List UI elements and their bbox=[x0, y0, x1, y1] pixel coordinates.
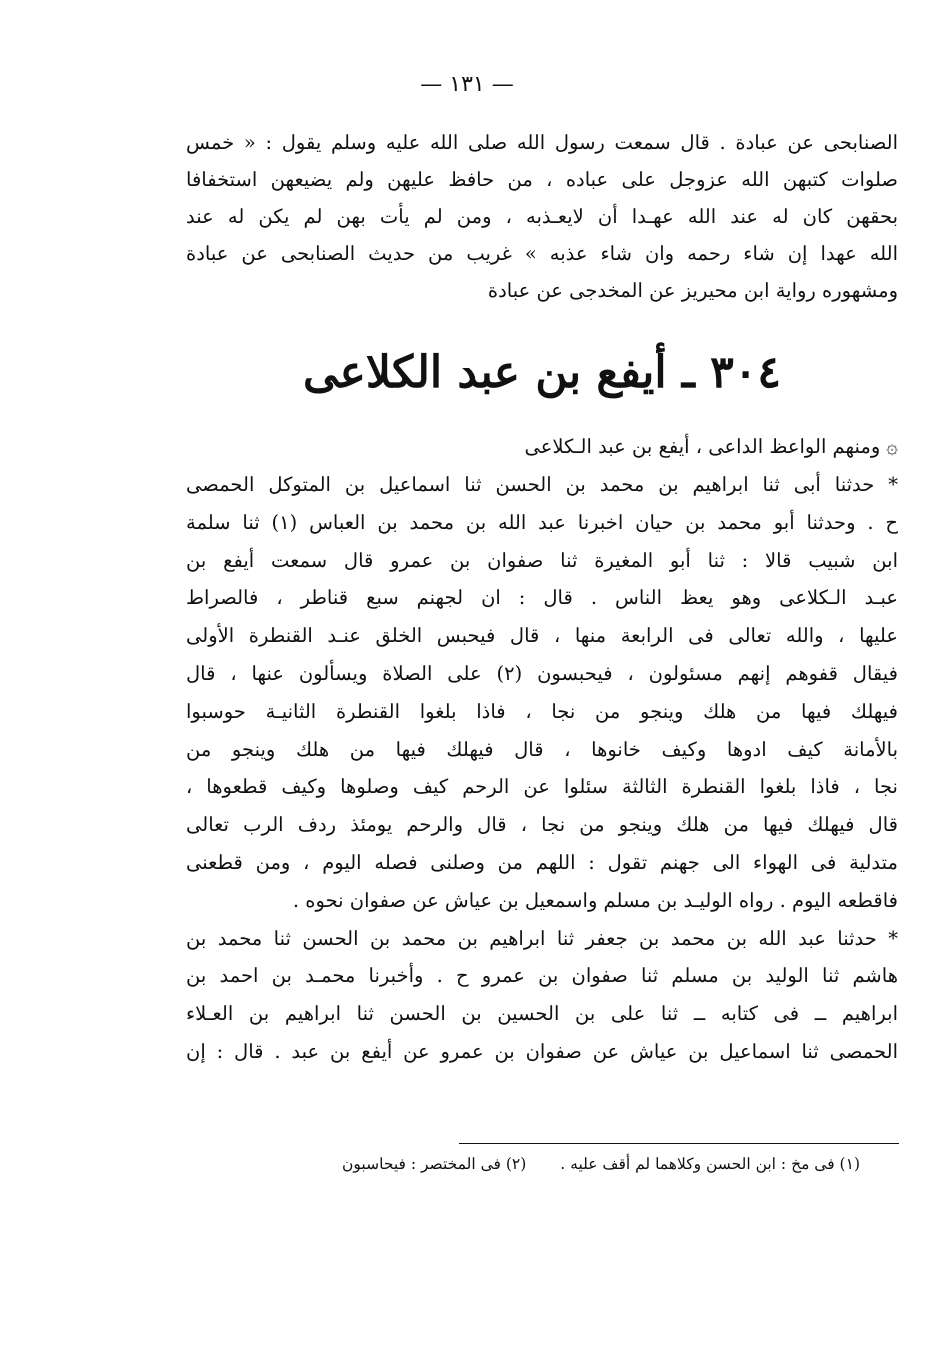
text-line: بالأمانة كيف ادوها وكيف خانوها ، قال فيهلك فيها من هلك وينجو من bbox=[186, 737, 898, 761]
text-line: ابن شبيب قالا : ثنا أبو المغيرة ثنا صفوان بن عمرو قال سمعت أيفع بن bbox=[186, 548, 898, 572]
footnote-divider bbox=[459, 1143, 899, 1144]
text-line: نجا ، فاذا بلغوا القنطرة الثالثة سئلوا عن الرحم كيف وصلوها وكيف قطعوها ، bbox=[186, 775, 898, 799]
text-line: عبـد الـكلاعى وهو يعظ الناس . قال : ان لجهنم سبع قناطر ، فالصراط bbox=[186, 586, 898, 610]
text-line: هاشم ثنا الوليد بن مسلم ثنا صفوان بن عمرو ح . وأخبرنا محمـد بن احمد بن bbox=[186, 964, 898, 988]
text-line: فيقال قفوهم إنهم مسئولون ، فيحبسون (٢) على الصلاة ويسألون عنها ، قال bbox=[186, 661, 898, 685]
ornament-icon: ۞ bbox=[886, 434, 898, 458]
text-line: * حدثنا أبى ثنا ابراهيم بن محمد بن الحسن ثنا اسماعيل بن المتوكل الحمصى bbox=[186, 473, 898, 496]
footnote-1: (١) فى مخ : ابن الحسن وكلاهما لم أقف عليه . bbox=[560, 1155, 860, 1173]
text-line: ابراهيم ــ فى كتابه ــ ثنا على بن الحسين بن الحسن ثنا ابراهيم بن العـلاء bbox=[186, 1002, 898, 1026]
body-paragraph bbox=[186, 466, 898, 1071]
page-number: — ١٣١ — bbox=[420, 72, 514, 97]
text-line: ومشهوره رواية ابن محيريز عن المخدجى عن عبادة bbox=[487, 279, 898, 302]
text-line: عليها ، والله تعالى فى الرابعة منها ، قال فيحبس الخلق عنـد القنطرة الأولى bbox=[186, 624, 898, 648]
text-line: قال فيهلك فيها من هلك وينجو من نجا ، قال والرحم يومئذ ردف الرب تعالى bbox=[186, 813, 898, 837]
text-line: فاقطعه اليوم . رواه الوليـد بن مسلم واسمعيل بن عياش عن صفوان نحوه . bbox=[292, 888, 898, 912]
opening-line bbox=[186, 428, 898, 465]
text-line: الله عهدا إن شاء رحمه وان شاء عذبه » غريب من حديث الصنابحى عن عبادة bbox=[186, 242, 898, 265]
text-line: بحقهن كان له عند الله عهـدا أن لايعـذبه ، ومن لم يأت بهن لم يكن له عند bbox=[186, 205, 898, 228]
text-line: ح . وحدثنا أبو محمد بن حيان اخبرنا عبد الله بن محمد بن العباس (١) ثنا سلمة bbox=[186, 510, 898, 534]
footnotes bbox=[240, 1150, 860, 1178]
opening-text: ومنهم الواعظ الداعى ، أيفع بن عبد الـكلاعى bbox=[524, 435, 881, 458]
text-line: الحمصى ثنا اسماعيل بن عياش عن صفوان بن عمرو عن أيفع بن عبد . قال : إن bbox=[186, 1039, 898, 1063]
intro-paragraph bbox=[186, 124, 898, 309]
footnote-2: (٢) فى المختصر : فيحاسبون bbox=[342, 1155, 527, 1173]
text-line: صلوات كتبهن الله عزوجل على عباده ، من حافظ عليهن ولم يضيعهن استخفافا bbox=[186, 168, 898, 191]
text-line: * حدثنا عبد الله بن محمد بن جعفر ثنا ابراهيم بن محمد بن الحسن ثنا محمد بن bbox=[186, 926, 898, 950]
text-line: الصنابحى عن عبادة . قال سمعت رسول الله صلى الله عليه وسلم يقول : « خمس bbox=[186, 131, 898, 154]
text-line: متدلية فى الهواء الى جهنم تقول : اللهم من وصلنى فصله اليوم ، ومن قطعنى bbox=[186, 850, 898, 874]
text-line: فيهلك فيها من هلك وينجو من نجا ، فاذا بلغوا القنطرة الثانيـة حوسبوا bbox=[186, 699, 898, 723]
section-heading: ٣٠٤ ـ أيفع بن عبد الكلاعى bbox=[302, 347, 781, 398]
